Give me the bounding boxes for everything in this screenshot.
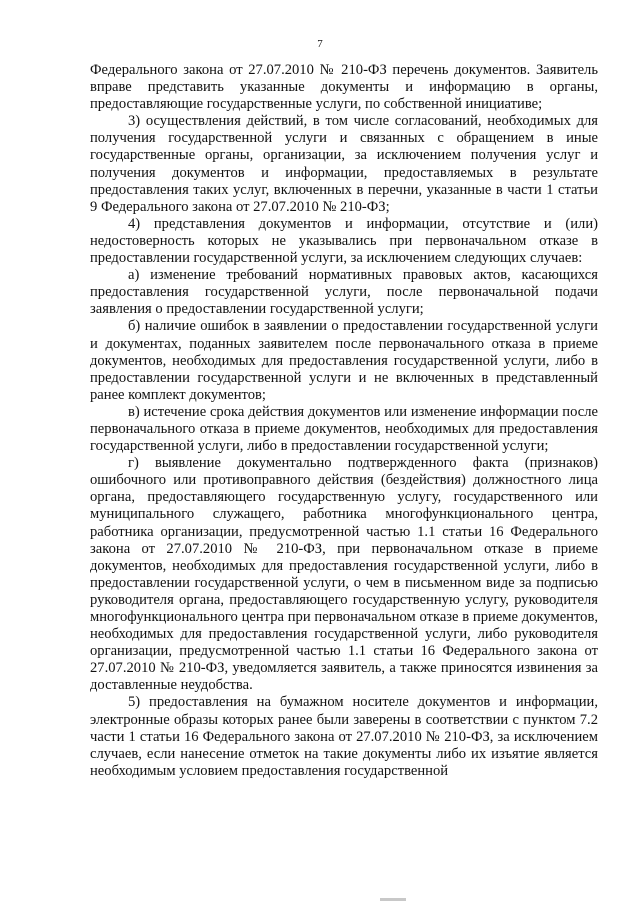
paragraph-subitem-g: г) выявление документально подтвержденного факта (признаков) ошибочного или противоправного действия (бездействия) должностного лица органа, предоставляющего государственную услугу, государственного или муниципального служащего, работника многофункционального центра, работника организации, предусмотренной частью 1.1 статьи 16 Федерального закона от 27.07.2010 № 210-ФЗ, при первоначальном отказе в приеме документов, необходимых для предоставления государственной услуги, либо в предоставлении государственной услуги, о чем в письменном виде за подписью руководителя органа, предоставляющего государственную услугу, руководителя многофункционального центра при первоначальном отказе в приеме документов, необходимых для предоставления государственной услуги, либо руководителя организации, предусмотренной частью 1.1 статьи 16 Федерального закона от 27.07.2010 № 210-ФЗ, уведомляется заявитель, а также приносятся извинения за доставленные неудобства. xyxy=(90,455,598,694)
document-body xyxy=(90,62,598,780)
paragraph-continuation: Федерального закона от 27.07.2010 № 210-ФЗ перечень документов. Заявитель вправе представить указанные документы и информацию в органы, предоставляющие государственные услуги, по собственной инициативе; xyxy=(90,62,598,113)
page-number: 7 xyxy=(317,38,323,50)
scan-edge-mark xyxy=(380,898,406,901)
paragraph-item-3: 3) осуществления действий, в том числе согласований, необходимых для получения государственной услуги и связанных с обращением в иные государственные органы, организации, за исключением получения услуг и получения документов и информации, предоставляемых в результате предоставления таких услуг, включенных в перечни, указанные в части 1 статьи 9 Федерального закона от 27.07.2010 № 210-ФЗ; xyxy=(90,113,598,215)
paragraph-item-5: 5) предоставления на бумажном носителе документов и информации, электронные образы которых ранее были заверены в соответствии с пунктом 7.2 части 1 статьи 16 Федерального закона от 27.07.2010 № 210-ФЗ, за исключением случаев, если нанесение отметок на такие документы либо их изъятие является необходимым условием предоставления государственной xyxy=(90,694,598,779)
paragraph-item-4: 4) представления документов и информации, отсутствие и (или) недостоверность которых не указывались при первоначальном отказе в предоставлении государственной услуги, за исключением следующих случаев: xyxy=(90,215,598,267)
paragraph-subitem-a: а) изменение требований нормативных правовых актов, касающихся предоставления государственной услуги, после первоначальной подачи заявления о предоставлении государственной услуги; xyxy=(90,267,598,318)
paragraph-subitem-v: в) истечение срока действия документов или изменение информации после первоначального отказа в приеме документов, необходимых для предоставления государственной услуги, либо в предоставлении государственной услуги; xyxy=(90,403,598,455)
paragraph-subitem-b: б) наличие ошибок в заявлении о предоставлении государственной услуги и документах, поданных заявителем после первоначального отказа в приеме документов, необходимых для предоставления государственной услуги, либо в предоставлении государственной услуги и не включенных в представленный ранее комплект документов; xyxy=(90,318,598,403)
